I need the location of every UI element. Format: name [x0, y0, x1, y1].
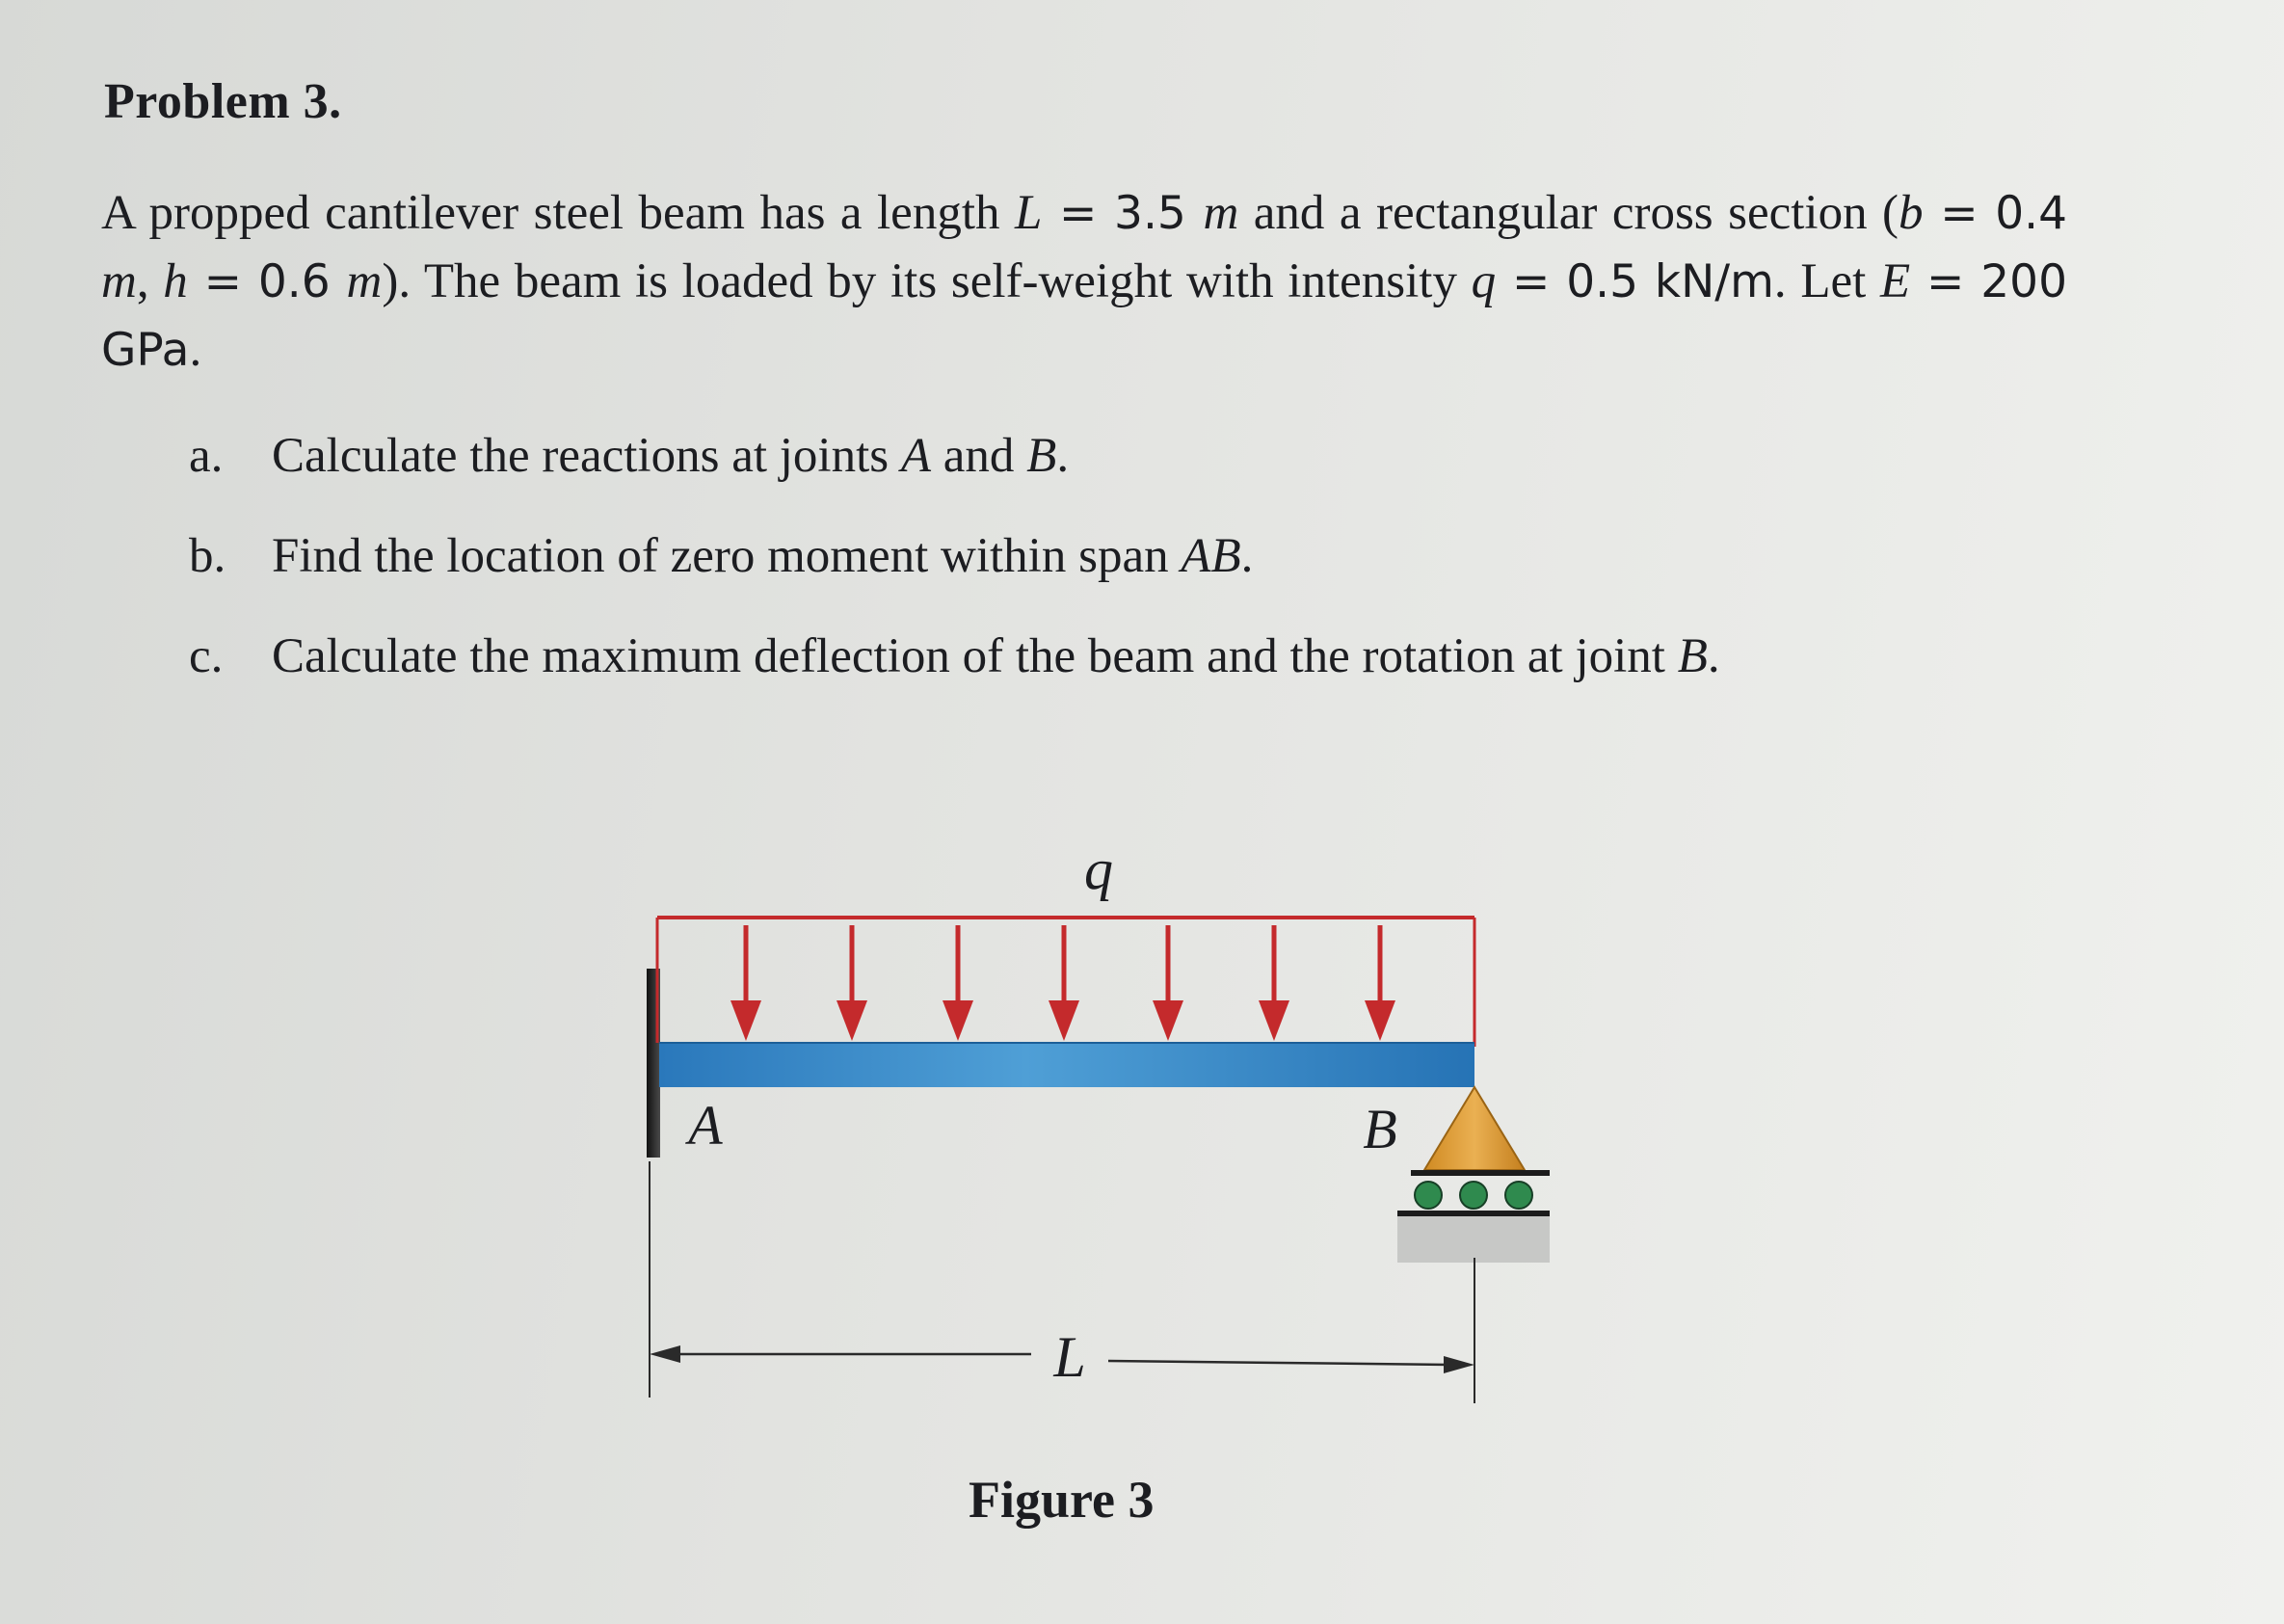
statement-text: . [189, 323, 202, 377]
load-arrow [1365, 925, 1395, 1041]
height-value: = 0.6 [187, 255, 347, 308]
question-letter: b. [189, 529, 226, 583]
load-arrow [943, 925, 973, 1041]
roller [1415, 1182, 1442, 1209]
height-unit: m [346, 254, 383, 308]
modulus-symbol: E [1879, 254, 1911, 308]
length-unit: m [1203, 186, 1239, 240]
pin-support [1424, 1087, 1525, 1170]
beam [659, 1043, 1474, 1087]
load-value: = 0.5 kN/m [1496, 255, 1774, 308]
statement-text: . Let [1773, 254, 1880, 308]
ground-hatch [1397, 1216, 1550, 1263]
support-a-label: A [688, 1094, 723, 1157]
load-arrow [1153, 925, 1183, 1041]
length-symbol: L [1014, 186, 1043, 240]
load-label: q [1084, 838, 1113, 901]
separator: , [136, 254, 164, 308]
load-symbol: q [1471, 254, 1497, 308]
load-arrows [730, 925, 1395, 1041]
statement-text: and a rectangular cross section ( [1238, 186, 1899, 240]
length-label: L [1053, 1325, 1086, 1389]
width-symbol: b [1899, 186, 1924, 240]
load-arrow [837, 925, 867, 1041]
figure-caption: Figure 3 [969, 1471, 1155, 1529]
statement-text: A propped cantilever steel beam has a length [101, 186, 1015, 240]
span-label: AB [1181, 529, 1241, 583]
problem-title: Problem 3. [104, 74, 342, 129]
load-arrow [1049, 925, 1079, 1041]
load-arrow [730, 925, 761, 1041]
length-value: = 3.5 [1042, 187, 1204, 240]
dimension-arrow-left [650, 1345, 680, 1363]
joint-label: B [1026, 429, 1057, 483]
question-text: Find the location of zero moment within span AB. [272, 529, 1254, 583]
support-plate [1411, 1170, 1550, 1176]
joint-label: B [1677, 629, 1708, 683]
dimension-line-right [1108, 1361, 1450, 1365]
width-unit: m [101, 254, 137, 308]
width-value: = 0.4 [1923, 187, 2068, 240]
load-arrow [1259, 925, 1289, 1041]
statement-text: ). The beam is loaded by its self-weight with intensity [382, 254, 1472, 308]
modulus-value: = 200 GPa [101, 255, 2067, 377]
roller [1460, 1182, 1487, 1209]
height-symbol: h [163, 254, 188, 308]
question-letter: a. [189, 429, 224, 483]
rollers [1415, 1182, 1532, 1209]
question-letter: c. [189, 629, 224, 683]
ground-line [1397, 1211, 1550, 1216]
question-text: Calculate the reactions at joints A and B. [272, 429, 1070, 483]
joint-label: A [900, 429, 932, 483]
support-b-label: B [1363, 1098, 1397, 1160]
roller [1505, 1182, 1532, 1209]
question-text: Calculate the maximum deflection of the beam and the rotation at joint B. [272, 629, 1720, 683]
dimension-arrow-right [1444, 1356, 1474, 1373]
